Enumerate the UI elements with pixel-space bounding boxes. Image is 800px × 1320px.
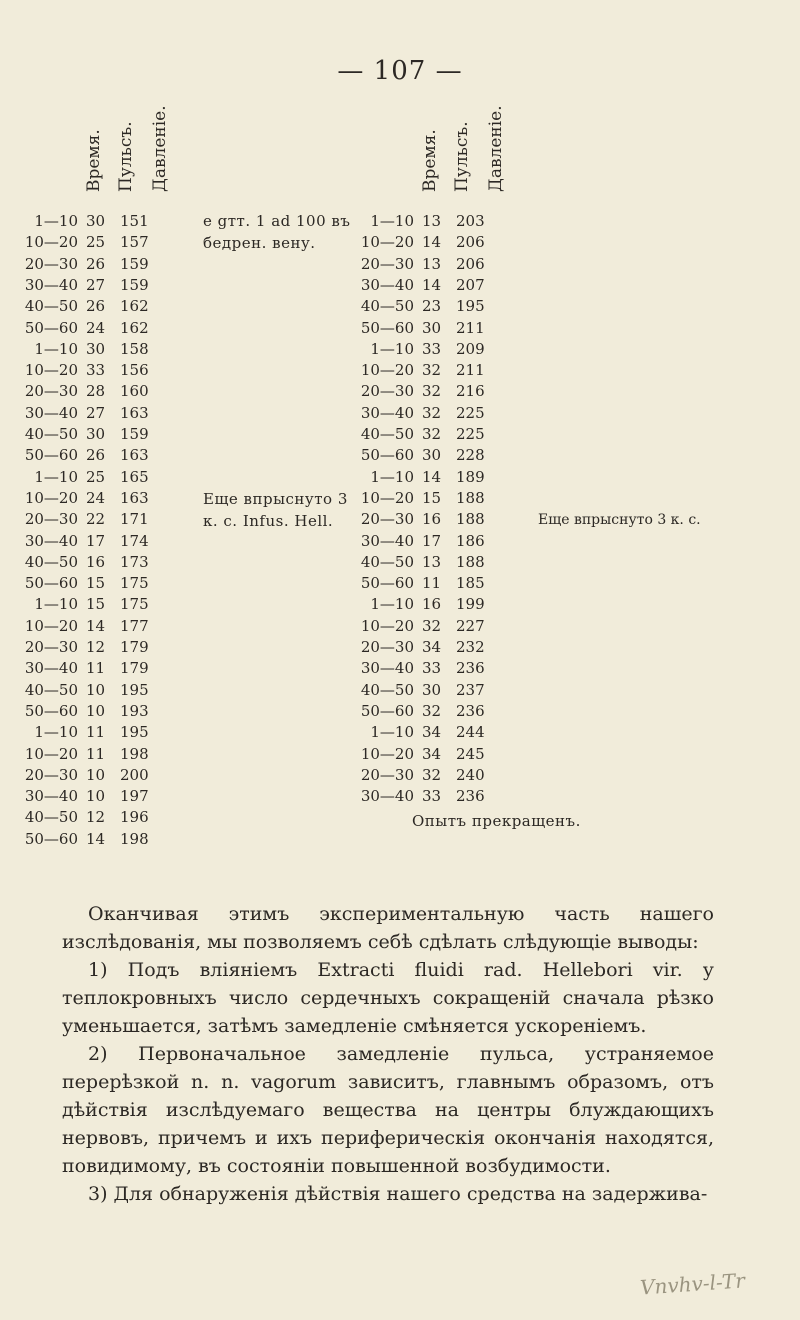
time-cell: 50—60 (24, 446, 78, 465)
pressure-cell: 157 (120, 233, 149, 252)
pressure-cell: 211 (456, 318, 485, 337)
pressure-cell: 216 (456, 382, 485, 401)
pulse-cell: 30 (86, 425, 106, 443)
pressure-cell: 162 (120, 318, 149, 337)
pressure-cell: 159 (120, 275, 149, 294)
handwritten-scribble: Vnvhv-l-Tr (639, 1268, 746, 1300)
pressure-cell: 175 (120, 595, 149, 614)
pulse-cell: 25 (86, 233, 106, 252)
pulse-cell: 16 (422, 510, 442, 529)
page-number: — 107 — (337, 56, 463, 86)
pressure-cell: 203 (456, 212, 485, 230)
pressure-cell: 232 (456, 638, 485, 656)
time-cell: 20—30 (24, 510, 78, 529)
pulse-cell: 30 (422, 446, 442, 465)
pulse-cell: 15 (86, 595, 106, 614)
time-cell: 10—20 (360, 744, 414, 763)
pressure-cell: 174 (120, 531, 149, 550)
injection-note-3: Еще впрыснуто 3 к. с. (538, 512, 701, 528)
time-cell: 10—20 (360, 233, 414, 252)
pressure-cell: 158 (120, 339, 149, 358)
pulse-cell: 10 (86, 680, 106, 699)
time-cell: 40—50 (360, 297, 414, 316)
pulse-cell: 27 (86, 275, 106, 294)
pulse-cell: 10 (86, 701, 106, 720)
pulse-cell: 13 (422, 212, 442, 230)
pulse-cell: 32 (422, 616, 442, 635)
paragraph-intro: Оканчивая этимъ экспериментальную часть нашего изслѣдованія, мы позволяемъ себѣ сдѣлать слѣдующіе выводы: (62, 903, 714, 953)
pulse-cell: 34 (422, 638, 442, 656)
pressure-cell: 228 (456, 446, 485, 465)
header-pressure-right: Давленіе. (486, 105, 506, 192)
pressure-cell: 188 (456, 510, 485, 529)
pressure-cell: 200 (120, 765, 149, 784)
paragraph-conclusion-2: 2) Первоначальное замедленіе пульса, устраняемое перерѣзкой n. n. vagorum зависитъ, главнымъ образомъ, отъ дѣйствія изслѣдуемаго вещества на центры блуждающихъ нервовъ, причемъ и ихъ периферическія окончанія находятся, повидимому, въ состояніи повышенной возбудимости. (62, 1043, 714, 1177)
pulse-cell: 12 (86, 808, 106, 827)
pressure-cell: 188 (456, 488, 485, 507)
pressure-cell: 236 (456, 659, 485, 678)
time-cell: 20—30 (360, 510, 414, 529)
pulse-cell: 30 (86, 212, 106, 230)
pressure-cell: 236 (456, 787, 485, 806)
time-cell: 50—60 (360, 318, 414, 337)
pulse-cell: 33 (86, 361, 106, 380)
pressure-cell: 151 (120, 212, 149, 230)
header-time-left: Время. (84, 129, 104, 192)
time-cell: 1—10 (370, 467, 414, 486)
pulse-cell: 32 (422, 403, 442, 422)
time-cell: 40—50 (24, 552, 78, 571)
pressure-cell: 163 (120, 488, 149, 507)
time-cell: 30—40 (360, 787, 414, 806)
pressure-cell: 196 (120, 808, 149, 827)
pressure-cell: 185 (456, 574, 485, 593)
time-cell: 30—40 (24, 403, 78, 422)
pressure-cell: 245 (456, 744, 485, 763)
pulse-cell: 25 (86, 467, 106, 486)
time-cell: 10—20 (24, 488, 78, 507)
pressure-cell: 188 (456, 552, 485, 571)
pressure-cell: 211 (456, 361, 485, 380)
time-cell: 40—50 (360, 680, 414, 699)
pulse-cell: 27 (86, 403, 106, 422)
pressure-cell: 165 (120, 467, 149, 486)
pulse-cell: 30 (422, 318, 442, 337)
time-cell: 1—10 (34, 467, 78, 486)
time-cell: 20—30 (24, 382, 78, 401)
pulse-cell: 22 (86, 510, 106, 529)
pulse-cell: 13 (422, 552, 442, 571)
pressure-cell: 179 (120, 659, 149, 678)
injection-note-2-line2: к. с. Infus. Hell. (203, 512, 334, 530)
pulse-cell: 32 (422, 765, 442, 784)
pressure-cell: 177 (120, 616, 149, 635)
time-cell: 30—40 (360, 403, 414, 422)
pulse-cell: 15 (86, 574, 106, 593)
pressure-cell: 156 (120, 361, 149, 380)
conclusions-text (62, 900, 714, 1208)
pulse-cell: 10 (86, 765, 106, 784)
time-cell: 20—30 (24, 765, 78, 784)
pulse-cell: 34 (422, 744, 442, 763)
pulse-cell: 23 (422, 297, 442, 316)
pressure-cell: 159 (120, 425, 149, 443)
time-cell: 50—60 (24, 574, 78, 593)
pulse-cell: 32 (422, 425, 442, 443)
time-cell: 10—20 (24, 744, 78, 763)
time-cell: 10—20 (24, 233, 78, 252)
pulse-cell: 15 (422, 488, 442, 507)
pressure-cell: 240 (456, 765, 485, 784)
pressure-cell: 171 (120, 510, 149, 529)
pulse-cell: 24 (86, 488, 106, 507)
time-cell: 30—40 (360, 659, 414, 678)
pressure-cell: 244 (456, 723, 485, 742)
pressure-cell: 193 (120, 701, 149, 720)
pulse-cell: 32 (422, 361, 442, 380)
header-time-right: Время. (420, 129, 440, 192)
pressure-cell: 179 (120, 638, 149, 656)
pulse-cell: 14 (422, 467, 442, 486)
time-cell: 30—40 (24, 275, 78, 294)
pressure-cell: 237 (456, 680, 485, 699)
time-cell: 20—30 (360, 765, 414, 784)
time-cell: 30—40 (24, 787, 78, 806)
pulse-cell: 24 (86, 318, 106, 337)
header-pulse-left: Пульсъ. (116, 121, 136, 192)
time-cell: 20—30 (360, 638, 414, 656)
time-cell: 40—50 (24, 808, 78, 827)
time-cell: 1—10 (34, 723, 78, 742)
pulse-cell: 14 (86, 829, 106, 848)
injection-note-1-line1: е gтт. 1 ad 100 въ (203, 212, 351, 230)
pressure-cell: 159 (120, 254, 149, 273)
pressure-cell: 227 (456, 616, 485, 635)
pulse-cell: 32 (422, 382, 442, 401)
pressure-cell: 195 (456, 297, 485, 316)
pulse-cell: 14 (422, 275, 442, 294)
time-cell: 50—60 (24, 318, 78, 337)
pressure-cell: 195 (120, 723, 149, 742)
pressure-cell: 206 (456, 254, 485, 273)
pressure-cell: 189 (456, 467, 485, 486)
time-cell: 1—10 (34, 212, 78, 230)
time-cell: 1—10 (34, 595, 78, 614)
pressure-cell: 206 (456, 233, 485, 252)
pulse-cell: 13 (422, 254, 442, 273)
pressure-cell: 209 (456, 339, 485, 358)
time-cell: 20—30 (24, 254, 78, 273)
pulse-cell: 26 (86, 254, 106, 273)
header-pulse-right: Пульсъ. (452, 121, 472, 192)
pressure-cell: 225 (456, 403, 485, 422)
time-cell: 50—60 (24, 829, 78, 848)
time-cell: 30—40 (24, 659, 78, 678)
pressure-cell: 195 (120, 680, 149, 699)
injection-note-1-line2: бедрен. вену. (203, 234, 316, 252)
pulse-cell: 33 (422, 339, 442, 358)
pulse-cell: 16 (422, 595, 442, 614)
header-pressure-left: Давленіе. (150, 105, 170, 192)
pressure-cell: 162 (120, 297, 149, 316)
pulse-cell: 17 (86, 531, 106, 550)
time-cell: 50—60 (360, 574, 414, 593)
pressure-cell: 198 (120, 744, 149, 763)
pulse-cell: 11 (86, 659, 106, 678)
time-cell: 20—30 (360, 254, 414, 273)
time-cell: 20—30 (360, 382, 414, 401)
time-cell: 40—50 (360, 425, 414, 443)
pulse-cell: 14 (86, 616, 106, 635)
time-cell: 40—50 (24, 425, 78, 443)
pressure-cell: 207 (456, 275, 485, 294)
time-cell: 10—20 (24, 616, 78, 635)
pulse-cell: 10 (86, 787, 106, 806)
pressure-cell: 163 (120, 403, 149, 422)
pressure-cell: 198 (120, 829, 149, 848)
paragraph-conclusion-3: 3) Для обнаруженія дѣйствія нашего средства на задержива- (88, 1183, 708, 1205)
time-cell: 1—10 (370, 339, 414, 358)
pulse-cell: 14 (422, 233, 442, 252)
pulse-cell: 30 (422, 680, 442, 699)
time-cell: 40—50 (24, 680, 78, 699)
pulse-cell: 11 (86, 723, 106, 742)
pressure-cell: 199 (456, 595, 485, 614)
pressure-cell: 173 (120, 552, 149, 571)
pressure-cell: 160 (120, 382, 149, 401)
time-cell: 1—10 (34, 339, 78, 358)
time-cell: 50—60 (360, 446, 414, 465)
paragraph-conclusion-1: 1) Подъ вліяніемъ Extracti fluidi rad. Hellebori vir. у теплокровныхъ число сердечныхъ сокращеній сначала рѣзко уменьшается, затѣмъ замедленіе смѣняется ускореніемъ. (62, 959, 714, 1037)
time-cell: 40—50 (24, 297, 78, 316)
pulse-cell: 34 (422, 723, 442, 742)
pulse-cell: 33 (422, 787, 442, 806)
pressure-cell: 225 (456, 425, 485, 443)
pulse-cell: 17 (422, 531, 442, 550)
pulse-cell: 16 (86, 552, 106, 571)
pulse-cell: 26 (86, 297, 106, 316)
time-cell: 10—20 (360, 488, 414, 507)
pressure-cell: 186 (456, 531, 485, 550)
time-cell: 20—30 (24, 638, 78, 656)
time-cell: 1—10 (370, 595, 414, 614)
time-cell: 1—10 (370, 723, 414, 742)
pulse-cell: 28 (86, 382, 106, 401)
pressure-cell: 236 (456, 701, 485, 720)
time-cell: 40—50 (360, 552, 414, 571)
time-cell: 10—20 (360, 616, 414, 635)
time-cell: 10—20 (24, 361, 78, 380)
time-cell: 30—40 (360, 531, 414, 550)
injection-note-2-line1: Еще впрыснуто 3 (203, 490, 348, 508)
pressure-cell: 197 (120, 787, 149, 806)
time-cell: 30—40 (360, 275, 414, 294)
pulse-cell: 11 (86, 744, 106, 763)
pulse-cell: 26 (86, 446, 106, 465)
time-cell: 10—20 (360, 361, 414, 380)
pulse-cell: 12 (86, 638, 106, 656)
pressure-cell: 175 (120, 574, 149, 593)
time-cell: 50—60 (360, 701, 414, 720)
pulse-cell: 30 (86, 339, 106, 358)
pulse-cell: 11 (422, 574, 442, 593)
time-cell: 1—10 (370, 212, 414, 230)
pulse-cell: 33 (422, 659, 442, 678)
time-cell: 50—60 (24, 701, 78, 720)
pressure-cell: 163 (120, 446, 149, 465)
pulse-cell: 32 (422, 701, 442, 720)
experiment-stopped-note: Опытъ прекращенъ. (412, 812, 581, 830)
time-cell: 30—40 (24, 531, 78, 550)
